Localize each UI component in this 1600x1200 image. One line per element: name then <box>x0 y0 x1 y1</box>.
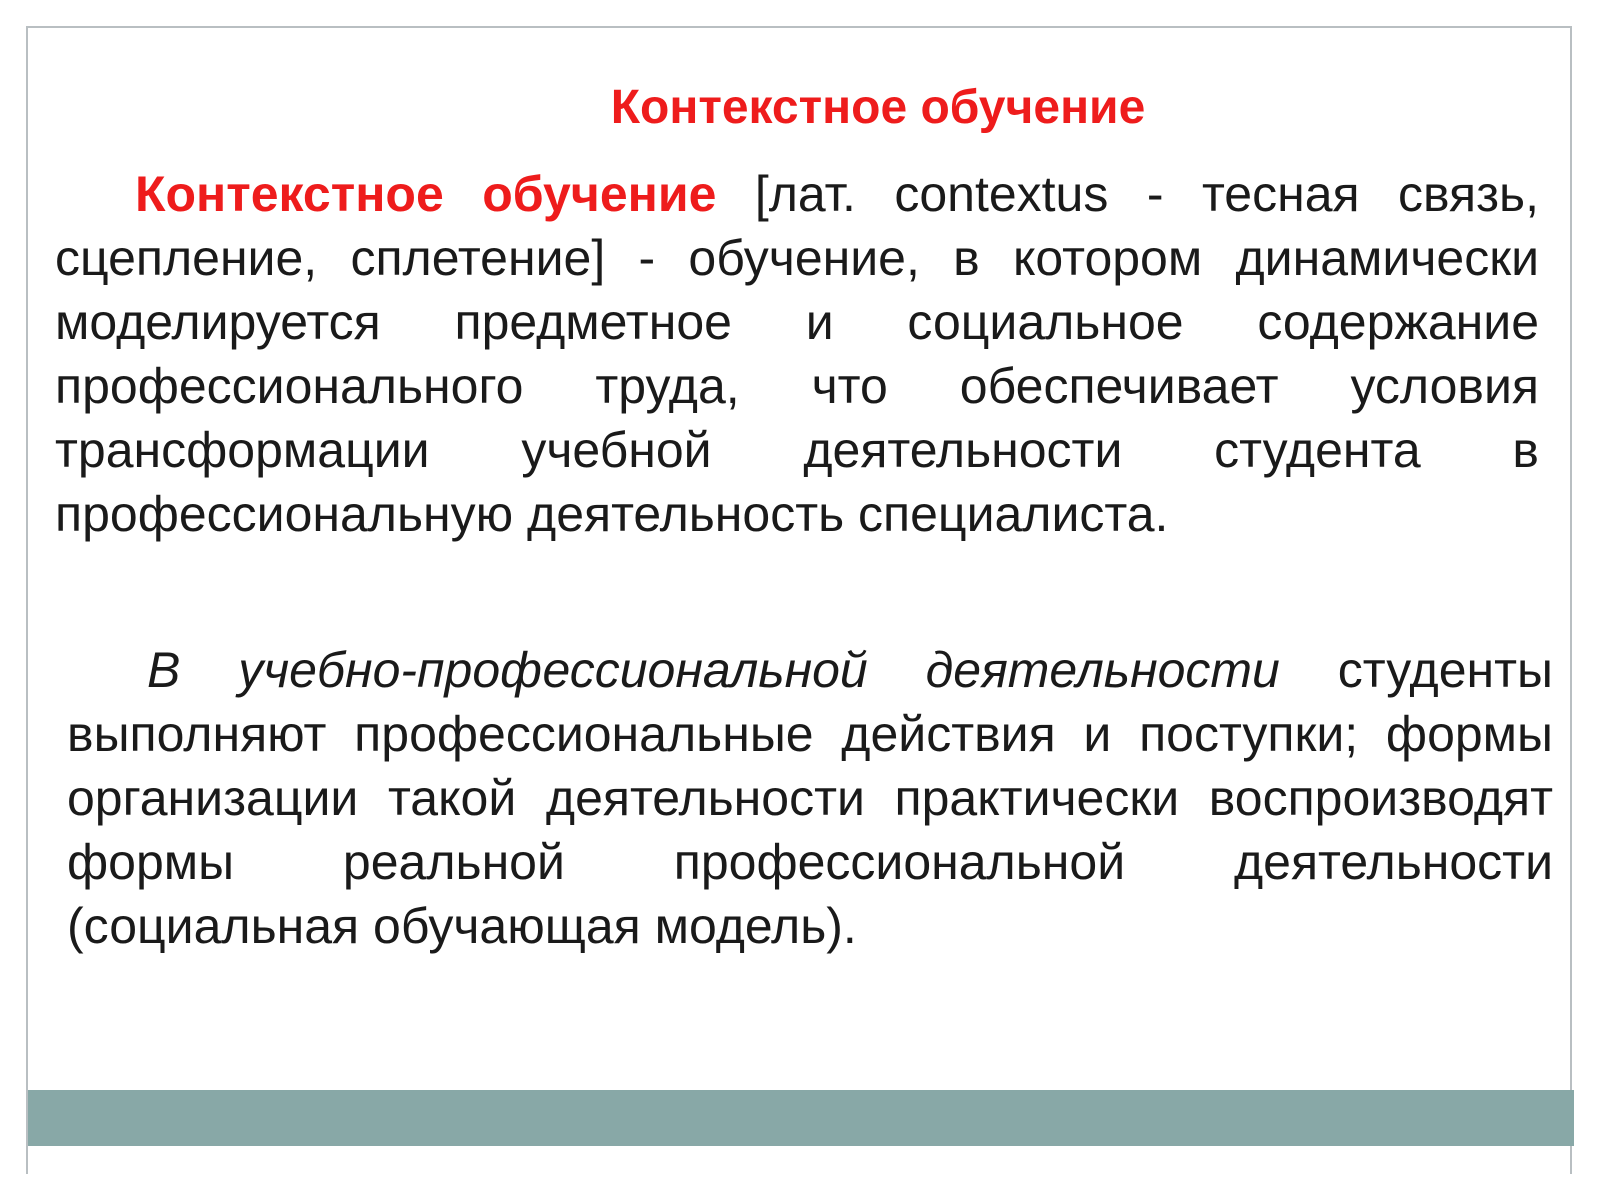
definition-term: Контекстное обучение <box>135 166 717 222</box>
activity-paragraph <box>67 638 1553 958</box>
activity-emphasis: В учебно-профессиональной деятельности <box>147 642 1280 698</box>
definition-text: [лат. contextus - тесная связь, сцепление, сплетение] - обучение, в котором динамически моделируется предметное и социальное содержание профессионального труда, что обеспечивает условия трансформации учебной деятельности студента в профессиональную деятельность специалиста. <box>55 166 1539 542</box>
definition-paragraph <box>55 162 1539 546</box>
activity-text: студенты выполняют профессиональные действия и поступки; формы организации такой деятельности практически воспроизводят формы реальной профессиональной деятельности (социальная обучающая модель). <box>67 642 1553 954</box>
slide <box>26 26 1572 1174</box>
footer-bar <box>28 1090 1574 1146</box>
slide-title: Контекстное обучение <box>610 81 1146 134</box>
